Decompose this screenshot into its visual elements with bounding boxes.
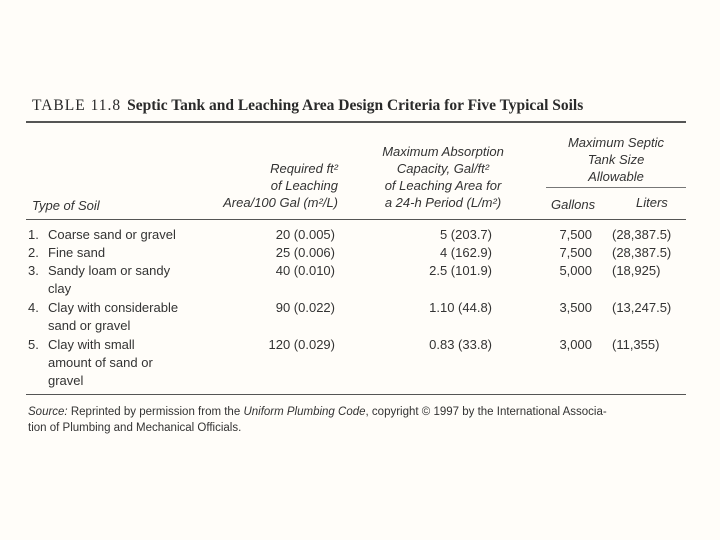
absorption-cell: 5 (203.7): [439, 227, 492, 242]
header-rule: [26, 219, 686, 220]
gallons-cell: 7,500: [559, 245, 592, 260]
required-area-cell: 90 (0.022): [275, 300, 335, 315]
table-title: [32, 97, 692, 115]
gallons-cell: 5,000: [559, 263, 592, 278]
absorption-cell: 4 (162.9): [439, 245, 492, 260]
source-publication: Uniform Plumbing Code: [243, 406, 366, 418]
header-tank-size: [546, 134, 686, 185]
header-required-line: Required ft²: [270, 161, 338, 176]
bottom-rule: [26, 394, 686, 395]
header-absorption: [368, 143, 518, 211]
absorption-cell: 2.5 (101.9): [429, 263, 492, 278]
gallons-cell: 3,000: [559, 337, 592, 352]
required-area-cell: 120 (0.029): [268, 337, 335, 352]
liters-cell: (28,387.5): [612, 245, 672, 260]
header-required: [200, 160, 338, 211]
header-soil: Type of Soil: [32, 198, 100, 213]
table-row-soil: 1. Coarse sand or gravel: [28, 227, 176, 242]
top-rule: [26, 121, 686, 123]
table-row-soil: 2. Fine sand: [28, 245, 106, 260]
header-absorption-line: of Leaching Area for: [384, 178, 502, 193]
table-caption: Septic Tank and Leaching Area Design Criteria for Five Typical Soils: [127, 97, 584, 114]
required-area-cell: 20 (0.005): [275, 227, 335, 242]
gallons-cell: 7,500: [559, 227, 592, 242]
header-tank-line: Allowable: [588, 169, 644, 184]
header-required-line: of Leaching: [270, 178, 338, 193]
liters-cell: (18,925): [612, 263, 661, 278]
gallons-cell: 3,500: [559, 300, 592, 315]
tank-size-subrule: [546, 187, 686, 188]
header-tank-line: Tank Size: [587, 152, 645, 167]
header-tank-line: Maximum Septic: [567, 135, 665, 150]
source-note: Source: Reprinted by permission from the Uniform Plumbing Code, copyright © 1997 by the International Associa- tion of Plumbing and Mechanical Officials.: [28, 406, 607, 434]
header-absorption-line: Capacity, Gal/ft²: [396, 161, 490, 176]
header-liters: Liters: [636, 195, 668, 210]
table-row-soil: 3. Sandy loam or sandy clay: [28, 263, 171, 296]
header-absorption-line: a 24-h Period (L/m²): [384, 195, 502, 210]
liters-cell: (28,387.5): [612, 227, 672, 242]
header-absorption-line: Maximum Absorption: [382, 144, 504, 159]
absorption-cell: 0.83 (33.8): [429, 337, 492, 352]
required-area-cell: 25 (0.006): [275, 245, 335, 260]
header-required-line: Area/100 Gal (m²/L): [223, 195, 338, 210]
table-number: TABLE 11.8: [32, 97, 122, 114]
header-gallons: Gallons: [551, 197, 596, 212]
liters-cell: (13,247.5): [612, 300, 672, 315]
liters-cell: (11,355): [612, 337, 660, 352]
source-label: Source:: [28, 406, 68, 418]
table-row-soil: 4. Clay with considerable sand or gravel: [28, 300, 179, 333]
required-area-cell: 40 (0.010): [275, 263, 335, 278]
table-row-soil: 5. Clay with small amount of sand or gravel: [28, 337, 153, 388]
absorption-cell: 1.10 (44.8): [429, 300, 492, 315]
